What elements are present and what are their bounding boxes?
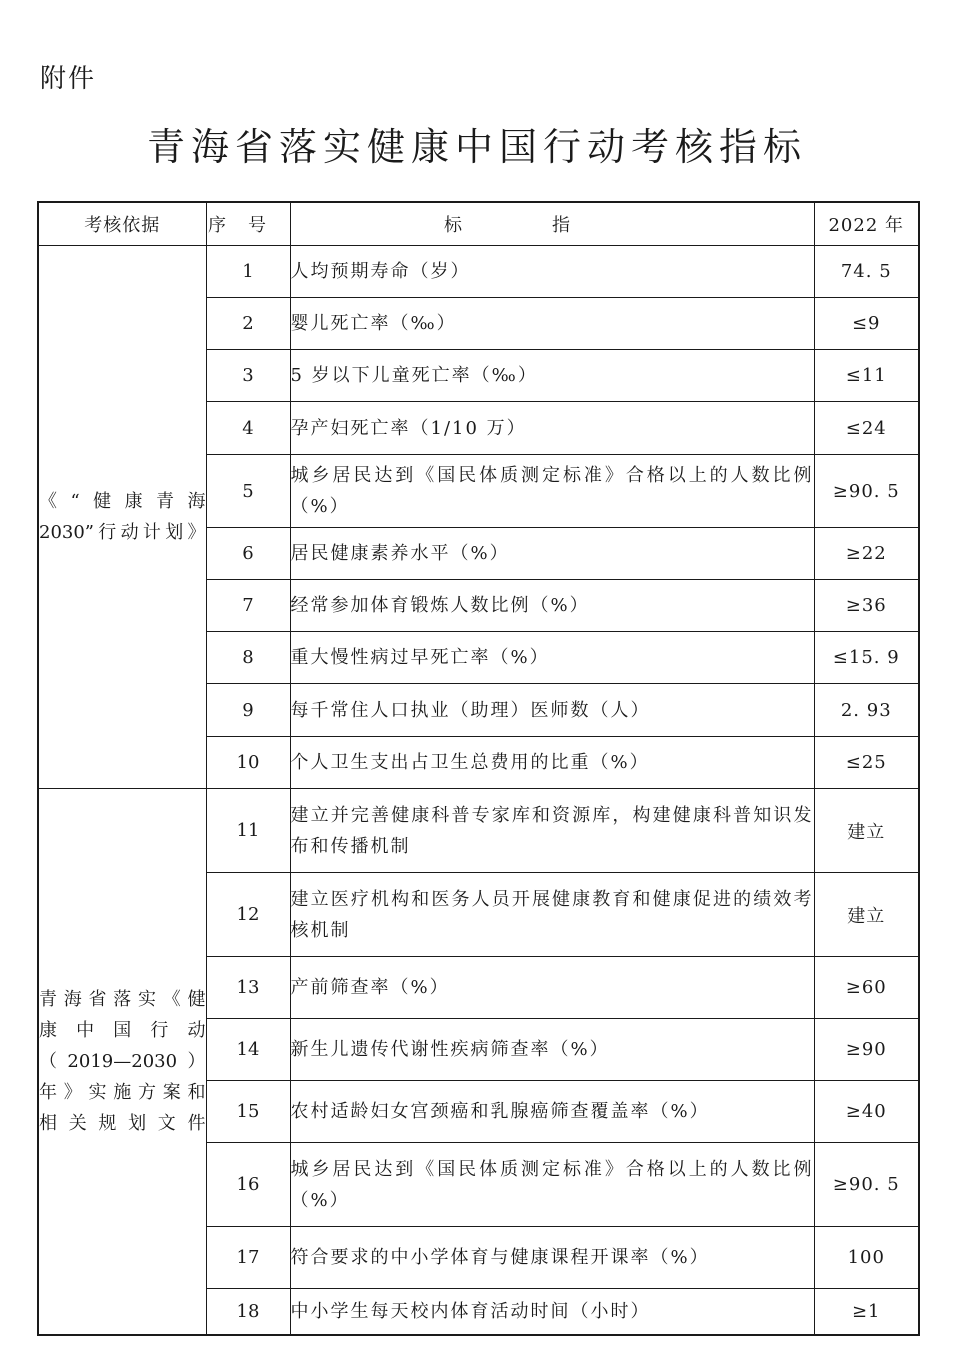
target-value-cell: 建立 — [814, 789, 919, 873]
header-basis: 考核依据 — [38, 202, 206, 246]
basis-cell — [38, 789, 206, 1335]
basis-line: 相关规划文件 — [39, 1112, 206, 1134]
indicator-cell: 经常参加体育锻炼人数比例（%） — [290, 580, 814, 632]
document-title: 青海省落实健康中国行动考核指标 — [146, 125, 807, 169]
target-value-cell: ≤25 — [814, 737, 919, 789]
seq-cell: 15 — [206, 1081, 290, 1143]
seq-cell: 13 — [206, 957, 290, 1019]
seq-cell: 1 — [206, 246, 290, 298]
indicator-cell: 重大慢性病过早死亡率（%） — [290, 632, 814, 684]
target-value-cell: ≥40 — [814, 1081, 919, 1143]
header-indicator: 标指 — [290, 202, 814, 246]
basis-line: 2030”行动计划》 — [39, 522, 206, 543]
indicator-table — [37, 201, 920, 1336]
indicator-cell: 人均预期寿命（岁） — [290, 246, 814, 298]
seq-cell: 5 — [206, 455, 290, 528]
header-year: 2022 年 — [814, 202, 919, 246]
indicator-cell: 婴儿死亡率（‰） — [290, 298, 814, 350]
seq-cell: 8 — [206, 632, 290, 684]
target-value-cell: 100 — [814, 1227, 919, 1289]
target-value-cell: ≤11 — [814, 350, 919, 402]
indicator-cell: 符合要求的中小学体育与健康课程开课率（%） — [290, 1227, 814, 1289]
target-value-cell: 2. 93 — [814, 684, 919, 737]
indicator-cell: 孕产妇死亡率（1/10 万） — [290, 402, 814, 455]
table-body — [38, 246, 919, 1335]
indicator-cell: 居民健康素养水平（%） — [290, 528, 814, 580]
indicator-cell: 城乡居民达到《国民体质测定标准》合格以上的人数比例（%） — [290, 455, 814, 528]
target-value-cell: ≥1 — [814, 1289, 919, 1335]
attachment-label: 附件 — [40, 64, 97, 94]
table-row — [38, 789, 919, 873]
basis-line: （2019—2030） — [39, 1050, 206, 1072]
indicator-cell: 新生儿遗传代谢性疾病筛查率（%） — [290, 1019, 814, 1081]
table-header-row — [38, 202, 919, 246]
seq-cell: 3 — [206, 350, 290, 402]
seq-cell: 2 — [206, 298, 290, 350]
seq-cell: 17 — [206, 1227, 290, 1289]
target-value-cell: ≤9 — [814, 298, 919, 350]
indicator-cell: 产前筛查率（%） — [290, 957, 814, 1019]
header-seq: 序号 — [206, 202, 290, 246]
table-row — [38, 246, 919, 298]
indicator-cell: 农村适龄妇女宫颈癌和乳腺癌筛查覆盖率（%） — [290, 1081, 814, 1143]
target-value-cell: ≥22 — [814, 528, 919, 580]
seq-cell: 6 — [206, 528, 290, 580]
basis-line: 《“健康青海 — [39, 491, 206, 512]
seq-cell: 9 — [206, 684, 290, 737]
indicator-cell: 建立并完善健康科普专家库和资源库，构建健康科普知识发布和传播机制 — [290, 789, 814, 873]
indicator-cell: 个人卫生支出占卫生总费用的比重（%） — [290, 737, 814, 789]
seq-cell: 7 — [206, 580, 290, 632]
indicator-cell: 每千常住人口执业（助理）医师数（人） — [290, 684, 814, 737]
target-value-cell: ≤24 — [814, 402, 919, 455]
target-value-cell: ≤15. 9 — [814, 632, 919, 684]
seq-cell: 4 — [206, 402, 290, 455]
target-value-cell: 74. 5 — [814, 246, 919, 298]
seq-cell: 11 — [206, 789, 290, 873]
indicator-cell: 城乡居民达到《国民体质测定标准》合格以上的人数比例（%） — [290, 1143, 814, 1227]
target-value-cell: ≥90 — [814, 1019, 919, 1081]
target-value-cell: ≥90. 5 — [814, 455, 919, 528]
target-value-cell: ≥36 — [814, 580, 919, 632]
target-value-cell: ≥60 — [814, 957, 919, 1019]
target-value-cell: ≥90. 5 — [814, 1143, 919, 1227]
seq-cell: 16 — [206, 1143, 290, 1227]
indicator-cell: 中小学生每天校内体育活动时间（小时） — [290, 1289, 814, 1335]
basis-line: 青海省落实《健 — [39, 988, 206, 1010]
seq-cell: 14 — [206, 1019, 290, 1081]
basis-line: 年》实施方案和 — [39, 1081, 206, 1103]
indicator-cell: 5 岁以下儿童死亡率（‰） — [290, 350, 814, 402]
target-value-cell: 建立 — [814, 873, 919, 957]
seq-cell: 12 — [206, 873, 290, 957]
seq-cell: 10 — [206, 737, 290, 789]
basis-cell — [38, 246, 206, 789]
indicator-cell: 建立医疗机构和医务人员开展健康教育和健康促进的绩效考核机制 — [290, 873, 814, 957]
seq-cell: 18 — [206, 1289, 290, 1335]
basis-line: 康中国行动 — [39, 1019, 206, 1041]
